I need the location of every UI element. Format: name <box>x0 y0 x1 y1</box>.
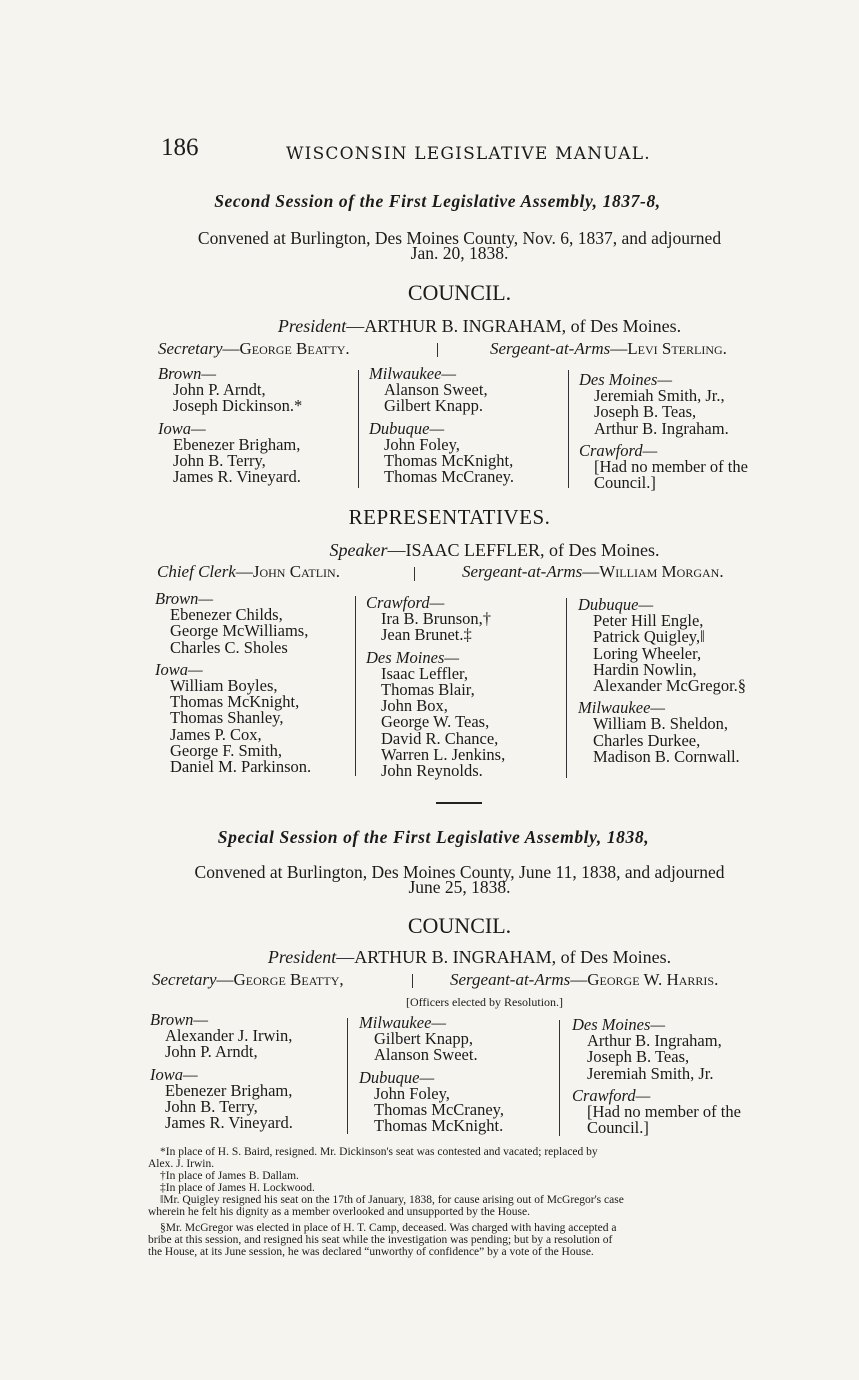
session1-reps-speaker <box>0 540 859 561</box>
member-name: John Foley, <box>374 1083 450 1103</box>
county-heading: Milwaukee— <box>359 1013 447 1032</box>
county-heading: Brown— <box>155 589 214 608</box>
member-name: Alanson Sweet, <box>384 380 488 400</box>
footnote: §Mr. McGregor was elected in place of H. T. Camp, deceased. Was charged with having accepted a <box>160 1222 617 1234</box>
member-name: Alexander McGregor.§ <box>593 676 747 696</box>
s1-council-col-0 <box>158 366 302 485</box>
session1-council-secretary <box>158 339 350 359</box>
county-heading: Iowa— <box>158 418 206 438</box>
session1-council-sergeant <box>490 339 727 359</box>
s1-council-col-2 <box>579 372 748 491</box>
s1-council-col-1 <box>369 366 514 485</box>
member-name: Loring Wheeler, <box>593 643 702 663</box>
column-divider <box>347 1018 348 1134</box>
member-name: Daniel M. Parkinson. <box>170 757 312 777</box>
page-number: 186 <box>161 134 199 161</box>
column-divider <box>355 596 356 776</box>
session2-council-heading: COUNCIL. <box>407 913 512 938</box>
session1-reps-heading: REPRESENTATIVES. <box>348 505 551 529</box>
footnote: wherein he felt his dignity as a member overlooked and unsupported by the House. <box>148 1206 530 1218</box>
member-name: Arthur B. Ingraham, <box>587 1031 722 1051</box>
column-divider <box>358 370 359 488</box>
member-name: Joseph B. Teas, <box>594 402 697 422</box>
session1-council-heading: COUNCIL. <box>407 280 512 305</box>
member-name: George McWilliams, <box>170 621 309 641</box>
member-name: Charles Durkee, <box>593 730 701 750</box>
member-name: Hardin Nowlin, <box>593 659 697 679</box>
member-name: Jeremiah Smith, Jr., <box>594 386 725 406</box>
county-heading: Brown— <box>150 1010 209 1029</box>
session2-council-secretary <box>152 970 344 990</box>
member-name: David R. Chance, <box>381 728 499 748</box>
member-name: John P. Arndt, <box>165 1042 258 1062</box>
member-name: [Had no member of the <box>587 1102 741 1122</box>
county-heading: Dubuque— <box>369 418 445 438</box>
county-heading: Crawford— <box>366 593 445 612</box>
sergeant-label: Sergeant-at-Arms <box>490 339 611 358</box>
session1-reps-sergeant <box>462 562 724 582</box>
s1-reps-col-1 <box>366 595 505 779</box>
president-text: —ARTHUR B. INGRAHAM, of Des Moines. <box>336 947 672 967</box>
footnote: the House, at its June session, he was declared “unworthy of confidence” by a vote of the House. <box>148 1246 594 1258</box>
footnote: ‖Mr. Quigley resigned his seat on the 17th of January, 1838, for cause arising out of McGregor's case <box>160 1194 624 1206</box>
member-name: Thomas McKnight. <box>374 1116 504 1136</box>
officer-divider <box>437 343 438 357</box>
member-name: John B. Terry, <box>165 1097 258 1117</box>
column-divider <box>568 370 569 488</box>
session2-council-sergeant <box>450 970 718 990</box>
county-heading: Dubuque— <box>359 1067 435 1087</box>
county-heading: Brown— <box>158 364 217 383</box>
member-name: Thomas McCraney. <box>384 467 514 487</box>
member-name: George F. Smith, <box>170 740 283 760</box>
session2-title: Special Session of the First Legislative Assembly, 1838, <box>217 827 650 847</box>
member-name: James R. Vineyard. <box>165 1113 293 1133</box>
sergeant-text: —George W. Harris. <box>570 970 719 989</box>
member-name: Joseph Dickinson.* <box>173 396 303 416</box>
member-name: Thomas McKnight, <box>170 692 300 712</box>
member-name: Council.] <box>587 1118 649 1138</box>
officer-divider <box>414 567 415 581</box>
s2-council-col-1 <box>359 1015 504 1134</box>
member-name: Thomas Shanley, <box>170 708 284 728</box>
secretary-label: Secretary <box>152 970 217 989</box>
member-name: Ebenezer Brigham, <box>173 434 301 454</box>
session2-officers-note: [Officers elected by Resolution.] <box>405 995 564 1009</box>
footnote: bribe at this session, and resigned his seat while the investigation was pending; but by a resolution of <box>148 1234 613 1246</box>
footnote: ‡In place of James H. Lockwood. <box>160 1182 315 1194</box>
sergeant-label: Sergeant-at-Arms <box>462 562 583 581</box>
member-name: John P. Arndt, <box>173 380 266 400</box>
member-name: Arthur B. Ingraham. <box>594 418 729 438</box>
s2-council-col-0 <box>150 1012 293 1131</box>
county-heading: Dubuque— <box>578 595 654 614</box>
speaker-text: —ISAAC LEFFLER, of Des Moines. <box>387 540 660 560</box>
member-name: John Box, <box>381 696 448 716</box>
sergeant-label: Sergeant-at-Arms <box>450 970 571 989</box>
county-heading: Des Moines— <box>366 647 460 667</box>
session1-title: Second Session of the First Legislative Assembly, 1837-8, <box>214 191 661 211</box>
member-name: Isaac Leffler, <box>381 663 468 683</box>
county-heading: Milwaukee— <box>369 364 457 383</box>
member-name: Council.] <box>594 473 656 493</box>
s1-reps-col-2 <box>578 597 746 765</box>
sergeant-text: —Levi Sterling. <box>610 339 727 358</box>
county-heading: Iowa— <box>150 1064 198 1084</box>
session1-council-president <box>0 316 859 337</box>
running-title: WISCONSIN LEGISLATIVE MANUAL. <box>286 144 651 164</box>
member-name: Patrick Quigley,‖ <box>593 627 705 647</box>
county-heading: Milwaukee— <box>578 698 666 718</box>
member-name: Thomas McCraney, <box>374 1100 504 1120</box>
section-separator <box>436 802 482 804</box>
county-heading: Crawford— <box>572 1085 651 1105</box>
member-name: Alexander J. Irwin, <box>165 1026 293 1046</box>
member-name: Gilbert Knapp, <box>374 1029 473 1049</box>
member-name: James R. Vineyard. <box>173 467 301 487</box>
column-divider <box>566 598 567 778</box>
session1-convened-line2: Jan. 20, 1838. <box>410 243 509 263</box>
member-name: James P. Cox, <box>170 724 262 744</box>
session2-council-president <box>0 947 859 968</box>
session1-reps-clerk <box>157 562 340 582</box>
sergeant-text: —William Morgan. <box>582 562 724 581</box>
session1-convened-line1: Convened at Burlington, Des Moines County, Nov. 6, 1837, and adjourned <box>197 228 722 248</box>
county-heading: Crawford— <box>579 440 658 460</box>
speaker-label: Speaker <box>329 540 388 560</box>
member-name: John B. Terry, <box>173 451 266 471</box>
president-label: President <box>277 316 347 336</box>
secretary-label: Secretary <box>158 339 223 358</box>
member-name: Madison B. Cornwall. <box>593 746 740 766</box>
member-name: Joseph B. Teas, <box>587 1047 690 1067</box>
member-name: Ebenezer Childs, <box>170 605 283 625</box>
clerk-text: —John Catlin. <box>235 562 340 581</box>
member-name: Ebenezer Brigham, <box>165 1080 293 1100</box>
member-name: [Had no member of the <box>594 457 748 477</box>
member-name: Warren L. Jenkins, <box>381 744 506 764</box>
county-heading: Des Moines— <box>579 370 673 389</box>
secretary-text: —George Beatty, <box>216 970 344 989</box>
member-name: Ira B. Brunson,† <box>381 609 491 629</box>
member-name: William B. Sheldon, <box>593 714 728 734</box>
county-heading: Des Moines— <box>572 1015 666 1034</box>
s2-council-col-2 <box>572 1017 741 1136</box>
member-name: John Reynolds. <box>381 761 483 781</box>
column-divider <box>559 1020 560 1136</box>
secretary-text: —George Beatty. <box>222 339 350 358</box>
member-name: George W. Teas, <box>381 712 490 732</box>
member-name: Gilbert Knapp. <box>384 396 483 416</box>
member-name: Jean Brunet.‡ <box>381 625 472 645</box>
member-name: Jeremiah Smith, Jr. <box>587 1063 714 1083</box>
member-name: Alanson Sweet. <box>374 1045 478 1065</box>
member-name: John Foley, <box>384 434 460 454</box>
president-label: President <box>267 947 337 967</box>
session2-convened-line1: Convened at Burlington, Des Moines County, June 11, 1838, and adjourned <box>194 862 725 882</box>
county-heading: Iowa— <box>155 659 203 679</box>
member-name: Thomas Blair, <box>381 680 475 700</box>
member-name: Thomas McKnight, <box>384 451 514 471</box>
president-text: —ARTHUR B. INGRAHAM, of Des Moines. <box>346 316 682 336</box>
footnote: †In place of James B. Dallam. <box>160 1170 299 1182</box>
clerk-label: Chief Clerk <box>157 562 236 581</box>
member-name: William Boyles, <box>170 676 278 696</box>
session2-convened-line2: June 25, 1838. <box>408 877 511 897</box>
member-name: Charles C. Sholes <box>170 637 288 657</box>
footnote: Alex. J. Irwin. <box>148 1158 215 1170</box>
member-name: Peter Hill Engle, <box>593 611 704 631</box>
footnote: *In place of H. S. Baird, resigned. Mr. Dickinson's seat was contested and vacated; replaced by <box>160 1146 598 1158</box>
officer-divider <box>412 974 413 988</box>
s1-reps-col-0 <box>155 591 311 775</box>
